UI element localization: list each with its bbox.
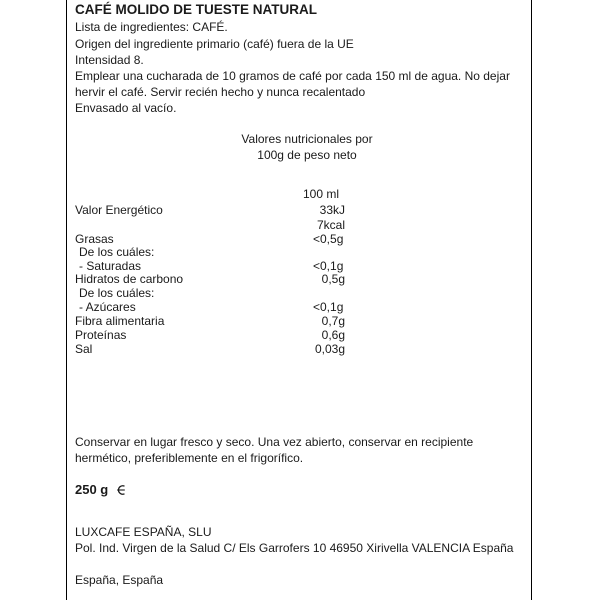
nutrition-label: Grasas bbox=[75, 232, 114, 246]
company-name: LUXCAFE ESPAÑA, SLU bbox=[75, 525, 212, 539]
intensity-text: Intensidad 8. bbox=[75, 53, 144, 67]
company-address: Pol. Ind. Virgen de la Salud C/ Els Garrofers 10 46950 Xirivella VALENCIA España bbox=[75, 541, 514, 555]
nutrition-heading-line2: 100g de peso neto bbox=[257, 148, 357, 162]
storage-text-line2: hermético, preferiblemente en el frigorífico. bbox=[75, 451, 304, 465]
net-weight: 250 g bbox=[75, 482, 109, 497]
packaging-text: Envasado al vacío. bbox=[75, 101, 177, 115]
nutrition-value: <0,5g bbox=[313, 232, 344, 246]
nutrition-label: Sal bbox=[75, 342, 93, 356]
nutrition-value: 0,6g bbox=[321, 328, 345, 342]
nutrition-value: 0,7g bbox=[321, 314, 345, 328]
nutrition-label: Proteínas bbox=[75, 328, 127, 342]
nutrition-label: De los cuáles: bbox=[79, 286, 155, 300]
nutrition-value: 7kcal bbox=[316, 218, 345, 232]
nutrition-value: 0,03g bbox=[314, 342, 345, 356]
usage-text-line1: Emplear una cucharada de 10 gramos de café por cada 150 ml de agua. No dejar bbox=[75, 69, 510, 83]
nutrition-label: Hidratos de carbono bbox=[75, 272, 184, 286]
nutrition-label: Valor Energético bbox=[75, 203, 163, 217]
nutrition-label: Fibra alimentaria bbox=[75, 314, 165, 328]
nutrition-value: 0,5g bbox=[321, 272, 345, 286]
nutrition-value: 33kJ bbox=[319, 203, 345, 217]
storage-text-line1: Conservar en lugar fresco y seco. Una vez abierto, conservar en recipiente bbox=[75, 435, 474, 449]
estimated-sign-icon bbox=[116, 483, 126, 497]
nutrition-column-header: 100 ml bbox=[303, 187, 340, 201]
nutrition-label: - Saturadas bbox=[79, 259, 142, 273]
company-country: España, España bbox=[75, 573, 164, 587]
nutrition-label: - Azúcares bbox=[79, 300, 136, 314]
ingredients-list: Lista de ingredientes: CAFÉ. bbox=[75, 20, 228, 34]
nutrition-heading-line1: Valores nutricionales por bbox=[241, 132, 373, 146]
nutrition-label: De los cuáles: bbox=[79, 245, 155, 259]
nutrition-value: <0,1g bbox=[313, 259, 344, 273]
nutrition-value: <0,1g bbox=[313, 300, 344, 314]
origin-text: Origen del ingrediente primario (café) fuera de la UE bbox=[75, 37, 354, 51]
usage-text-line2: hervir el café. Servir recién hecho y nunca recalentado bbox=[75, 85, 366, 99]
product-title: CAFÉ MOLIDO DE TUESTE NATURAL bbox=[75, 2, 317, 17]
